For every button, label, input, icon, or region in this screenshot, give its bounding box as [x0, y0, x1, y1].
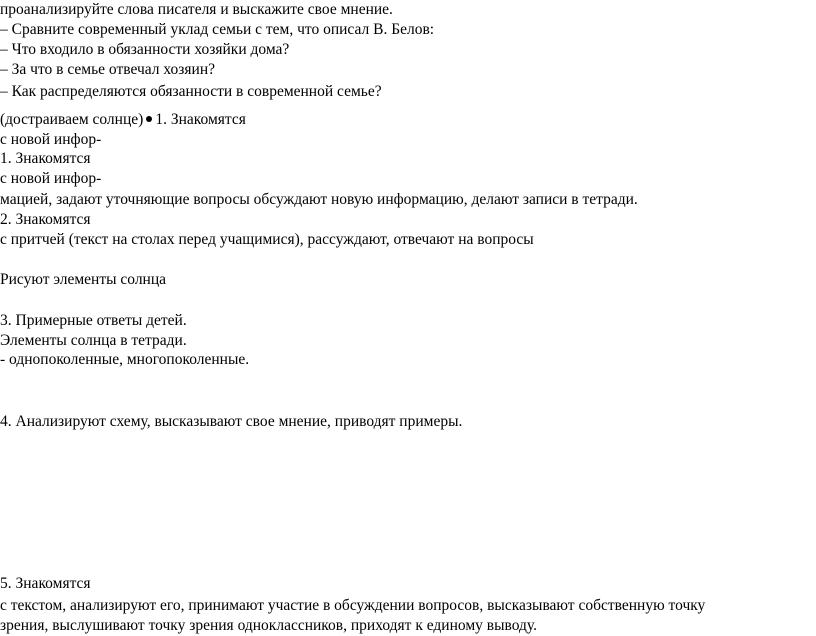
step-1-heading-inline: 1. Знакомятся [155, 111, 246, 128]
body-line-9: Элементы солнца в тетради. [0, 332, 187, 349]
body-line-3: с новой инфор- [0, 170, 102, 187]
sun-line-label: (достраиваем солнце) [0, 111, 144, 128]
intro-text: проанализируйте слова писателя и выскажите свое мнение. [0, 1, 393, 18]
body-line-8: 3. Примерные ответы детей. [0, 312, 187, 329]
question-1: – Сравните современный уклад семьи с тем, что описал В. Белов: [0, 21, 435, 38]
body-line-11: 4. Анализируют схему, высказывают свое мнение, приводят примеры. [0, 413, 463, 430]
body-line-13: с текстом, анализируют его, принимают участие в обсуждении вопросов, высказывают собственную точку [0, 597, 706, 614]
body-line-2: 1. Знакомятся [0, 150, 91, 167]
body-line-1: с новой инфор- [0, 131, 102, 148]
bullet-icon [146, 116, 152, 122]
question-3: – За что в семье отвечал хозяин? [0, 61, 216, 78]
sun-line [0, 110, 246, 130]
body-line-4: мацией, задают уточняющие вопросы обсуждают новую информацию, делают записи в тетради. [0, 191, 638, 208]
body-line-14: зрения, выслушивают точку зрения одноклассников, приходят к единому выводу. [0, 617, 537, 634]
body-line-7: Рисуют элементы солнца [0, 271, 167, 288]
question-4: – Как распределяются обязанности в современной семье? [0, 83, 382, 100]
question-2: – Что входило в обязанности хозяйки дома? [0, 41, 290, 58]
body-line-6: с притчей (текст на столах перед учащимися), рассуждают, отвечают на вопросы [0, 231, 534, 248]
body-line-12: 5. Знакомятся [0, 575, 91, 592]
body-line-10: - однопоколенные, многопоколенные. [0, 351, 250, 368]
body-line-5: 2. Знакомятся [0, 211, 91, 228]
